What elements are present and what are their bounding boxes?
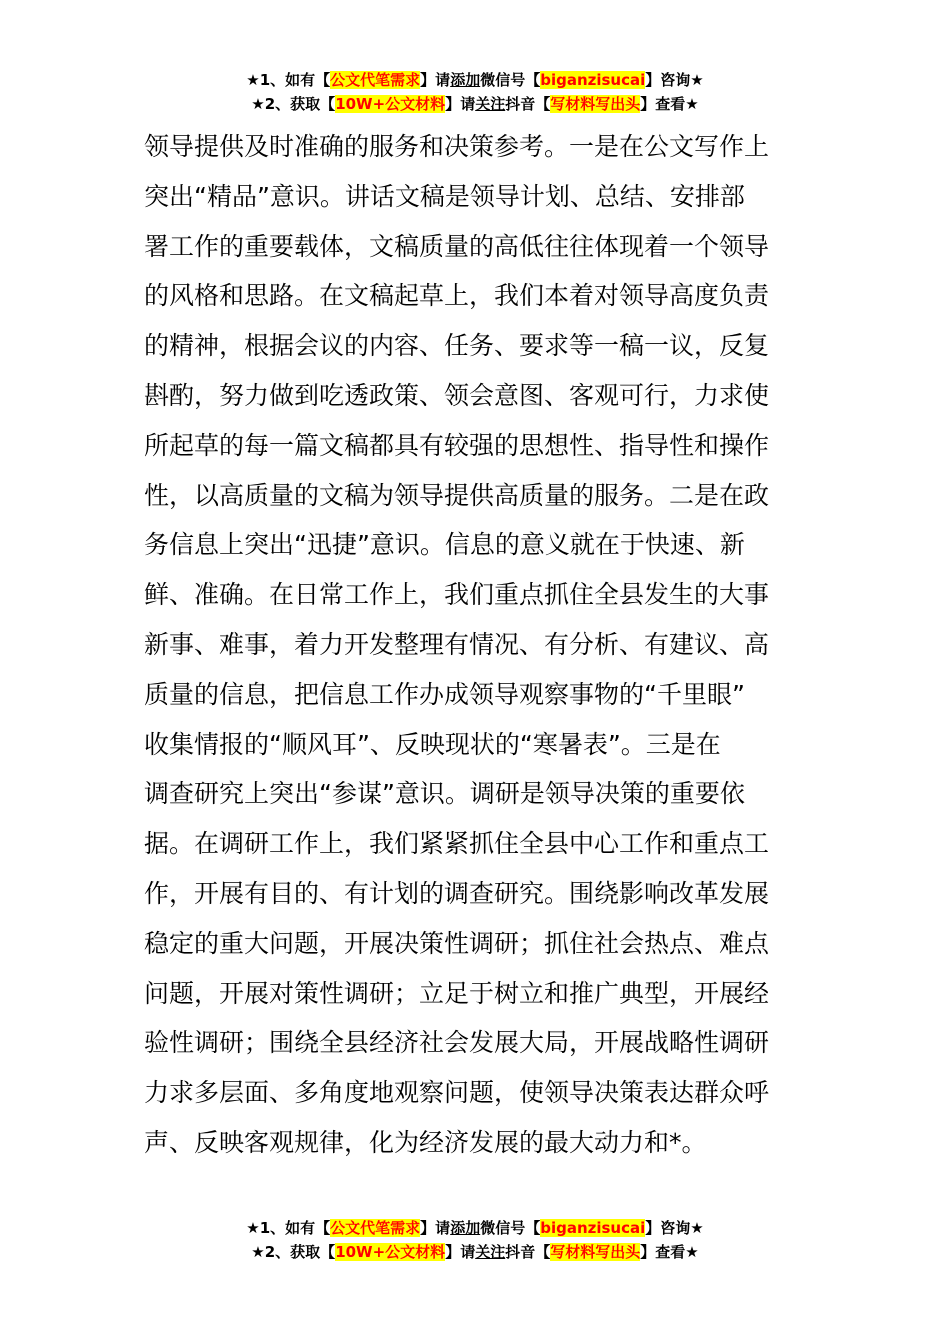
- banner-line-2-highlight-douyin: 写材料写出头: [550, 1243, 641, 1261]
- banner-line-2-text: 】请: [445, 1243, 476, 1261]
- banner-line-1-underlined: 添加: [450, 71, 481, 89]
- banner-line-2-highlight-materials: 10W+公文材料: [335, 95, 446, 113]
- body-line: 力求多层面、多角度地观察问题，使领导决策表达群众呼: [144, 1078, 770, 1108]
- body-line: 的精神，根据会议的内容、任务、要求等一稿一议，反复: [144, 331, 770, 361]
- body-line: 性，以高质量的文稿为领导提供高质量的服务。二是在政: [144, 480, 770, 510]
- banner-line-1-prefix: ★1、如有【: [246, 71, 331, 89]
- body-line: 调查研究上突出“参谋”意识。调研是领导决策的重要依: [144, 779, 745, 809]
- banner-line-2-text-2: 抖音【: [505, 95, 551, 113]
- banner-line-1-highlight-wechat: biganzisucai: [540, 71, 646, 89]
- banner-line-1-text: 】请: [420, 71, 451, 89]
- banner-line-1-highlight-wechat: biganzisucai: [540, 1219, 646, 1237]
- banner-line-1-suffix: 】咨询★: [645, 71, 704, 89]
- banner-line-1-prefix: ★1、如有【: [246, 1219, 331, 1237]
- banner-line-1-text-2: 微信号【: [480, 1219, 541, 1237]
- body-line: 突出“精品”意识。讲话文稿是领导计划、总结、安排部: [144, 181, 745, 211]
- body-line: 署工作的重要载体，文稿质量的高低往往体现着一个领导: [144, 231, 770, 261]
- body-line: 据。在调研工作上，我们紧紧抓住全县中心工作和重点工: [144, 829, 770, 859]
- body-line: 所起草的每一篇文稿都具有较强的思想性、指导性和操作: [144, 430, 770, 460]
- banner-line-2-highlight-douyin: 写材料写出头: [550, 95, 641, 113]
- document-body: [144, 122, 808, 1168]
- body-line: 验性调研；围绕全县经济社会发展大局，开展战略性调研: [144, 1028, 770, 1058]
- banner-line-2-prefix: ★2、获取【: [251, 95, 336, 113]
- banner-line-1: [0, 1216, 950, 1240]
- body-line: 问题，开展对策性调研；立足于树立和推广典型，开展经: [144, 978, 770, 1008]
- body-line: 务信息上突出“迅捷”意识。信息的意义就在于快速、新: [144, 530, 745, 560]
- banner-line-1-highlight-service: 公文代笔需求: [330, 71, 421, 89]
- banner-line-2: [0, 1240, 950, 1264]
- banner-line-1-text-2: 微信号【: [480, 71, 541, 89]
- banner-line-2-text: 】请: [445, 95, 476, 113]
- body-line: 质量的信息，把信息工作办成领导观察事物的“千里眼”: [144, 679, 745, 709]
- body-line: 稳定的重大问题，开展决策性调研；抓住社会热点、难点: [144, 928, 770, 958]
- body-line: 的风格和思路。在文稿起草上，我们本着对领导高度负责: [144, 281, 770, 311]
- banner-line-2-suffix: 】查看★: [640, 95, 699, 113]
- body-line: 声、反映客观规律，化为经济发展的最大动力和*。: [144, 1127, 707, 1157]
- banner-line-2-highlight-materials: 10W+公文材料: [335, 1243, 446, 1261]
- banner-line-1-highlight-service: 公文代笔需求: [330, 1219, 421, 1237]
- banner-line-2-underlined: 关注: [475, 95, 506, 113]
- body-line: 新事、难事，着力开发整理有情况、有分析、有建议、高: [144, 629, 770, 659]
- banner-line-2-text-2: 抖音【: [505, 1243, 551, 1261]
- banner-line-1-underlined: 添加: [450, 1219, 481, 1237]
- body-line: 领导提供及时准确的服务和决策参考。一是在公文写作上: [144, 132, 770, 161]
- body-line: 鲜、准确。在日常工作上，我们重点抓住全县发生的大事: [144, 580, 770, 610]
- body-line: 作，开展有目的、有计划的调查研究。围绕影响改革发展: [144, 878, 770, 908]
- banner-line-1-suffix: 】咨询★: [645, 1219, 704, 1237]
- banner-line-2: [0, 92, 950, 116]
- body-line: 斟酌，努力做到吃透政策、领会意图、客观可行，力求使: [144, 380, 770, 410]
- header-banner: [0, 68, 950, 116]
- banner-line-2-underlined: 关注: [475, 1243, 506, 1261]
- banner-line-1-text: 】请: [420, 1219, 451, 1237]
- banner-line-2-suffix: 】查看★: [640, 1243, 699, 1261]
- footer-banner: [0, 1216, 950, 1264]
- banner-line-1: [0, 68, 950, 92]
- body-line: 收集情报的“顺风耳”、反映现状的“寒暑表”。三是在: [144, 729, 721, 759]
- banner-line-2-prefix: ★2、获取【: [251, 1243, 336, 1261]
